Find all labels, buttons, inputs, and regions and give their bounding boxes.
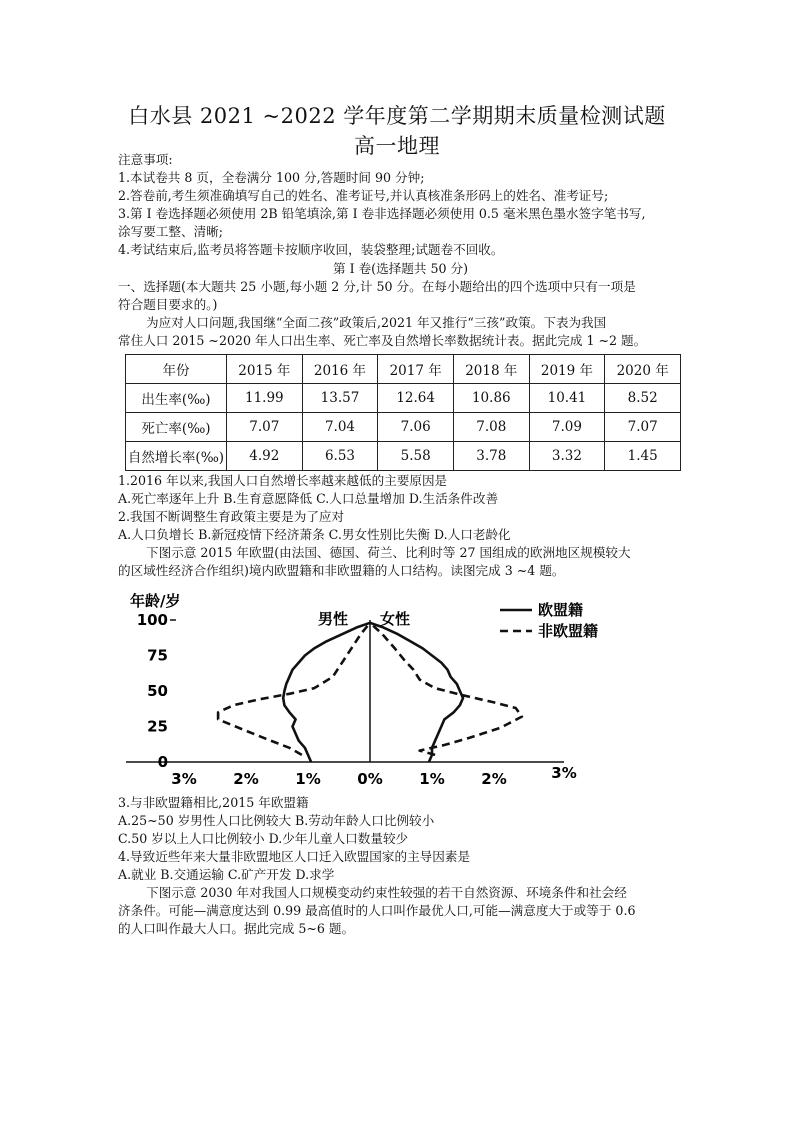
table-cell: 4.92 bbox=[227, 442, 303, 471]
table-header-cell: 年份 bbox=[126, 355, 227, 384]
section1-text: 符合题目要求的。) bbox=[118, 297, 218, 312]
y-tick-label: 100 bbox=[136, 611, 168, 629]
question-2-options: A.人口负增长 B.新冠疫情下经济萧条 C.男女性别比失衡 D.人口老龄化 bbox=[118, 527, 511, 542]
chart-axes bbox=[126, 620, 564, 762]
series-line-female bbox=[370, 623, 463, 762]
x-tick-label: 2% bbox=[481, 770, 507, 788]
exam-subtitle: 高一地理 bbox=[354, 134, 440, 158]
x-tick-label: 2% bbox=[233, 770, 259, 788]
series-line-male bbox=[283, 623, 370, 762]
legend bbox=[500, 601, 598, 640]
question-3-options: A.25~50 岁男性人口比例较大 B.劳动年龄人口比例较小 bbox=[118, 813, 435, 828]
x-tick-label: 3% bbox=[171, 770, 197, 788]
intro2-text: 下图示意 2015 年欧盟(由法国、德国、荷兰、比利时等 27 国组成的欧洲地区规模较大 bbox=[146, 545, 631, 560]
birth-death-rate-table bbox=[125, 354, 681, 471]
table-cell: 11.99 bbox=[227, 384, 303, 413]
legend-label: 非欧盟籍 bbox=[538, 622, 598, 640]
table-cell: 6.53 bbox=[302, 442, 378, 471]
question-4-options: A.就业 B.交通运输 C.矿产开发 D.求学 bbox=[118, 867, 335, 882]
male-label: 男性 bbox=[318, 610, 349, 628]
table-cell: 7.07 bbox=[605, 413, 681, 442]
population-pyramid-chart bbox=[118, 584, 598, 794]
notice-item: 4.考试结束后,监考员将答题卡按顺序收回，装袋整理;试题卷不回收。 bbox=[118, 242, 504, 257]
y-axis-label: 年龄/岁 bbox=[130, 592, 181, 610]
table-row bbox=[126, 384, 681, 413]
section1-text: 一、选择题(本大题共 25 小题,每小题 2 分,计 50 分。在每小题给出的四个选项中只有一项是 bbox=[118, 279, 636, 294]
y-tick-label: 50 bbox=[147, 682, 168, 700]
question-3-options: C.50 岁以上人口比例较小 D.少年儿童人口数量较少 bbox=[118, 831, 409, 846]
notice-item: 2.答卷前,考生须准确填写自己的姓名、准考证号,并认真核准条形码上的姓名、准考证号; bbox=[118, 188, 609, 203]
table-cell: 7.06 bbox=[378, 413, 454, 442]
table-cell: 出生率(‰) bbox=[126, 384, 227, 413]
legend-label: 欧盟籍 bbox=[538, 601, 584, 619]
exam-title: 白水县 2021 ~2022 学年度第二学期期末质量检测试题 bbox=[128, 104, 666, 128]
table-header-cell: 2017 年 bbox=[378, 355, 454, 384]
table-header-cell: 2020 年 bbox=[605, 355, 681, 384]
notice-heading: 注意事项: bbox=[118, 152, 173, 167]
question-1-stem: 1.2016 年以来,我国人口自然增长率越来越低的主要原因是 bbox=[118, 473, 448, 488]
table-cell: 10.41 bbox=[529, 384, 605, 413]
x-tick-label: 0% bbox=[357, 770, 383, 788]
table-cell: 8.52 bbox=[605, 384, 681, 413]
table-cell: 1.45 bbox=[605, 442, 681, 471]
table-cell: 13.57 bbox=[302, 384, 378, 413]
table-cell: 7.08 bbox=[453, 413, 529, 442]
table-cell: 3.32 bbox=[529, 442, 605, 471]
y-tick-label: 25 bbox=[147, 717, 168, 736]
intro1-text: 为应对人口问题,我国继“全面二孩”政策后,2021 年又推行“三孩”政策。下表为我国 bbox=[146, 315, 607, 330]
table-row bbox=[126, 413, 681, 442]
female-label: 女性 bbox=[380, 610, 411, 628]
table-cell: 7.07 bbox=[227, 413, 303, 442]
question-3-stem: 3.与非欧盟籍相比,2015 年欧盟籍 bbox=[118, 795, 309, 810]
notice-item: 3.第 Ⅰ 卷选择题必须使用 2B 铅笔填涂,第 Ⅰ 卷非选择题必须使用 0.5 毫米黑色墨水签字笔书写, bbox=[118, 206, 646, 221]
table-cell: 死亡率(‰) bbox=[126, 413, 227, 442]
x-tick-label: 1% bbox=[295, 770, 321, 788]
intro3-text: 的人口叫作最大人口。据此完成 5~6 题。 bbox=[118, 921, 355, 936]
table-header-cell: 2015 年 bbox=[227, 355, 303, 384]
y-ticks bbox=[137, 611, 168, 771]
intro2-text: 的区域性经济合作组织)境内欧盟籍和非欧盟籍的人口结构。读图完成 3 ~4 题。 bbox=[118, 563, 565, 578]
notice-item: 涂写要工整、清晰; bbox=[118, 224, 223, 239]
table-cell: 7.04 bbox=[302, 413, 378, 442]
y-tick-label: 0 bbox=[157, 753, 168, 771]
x-ticks bbox=[171, 764, 576, 788]
x-tick-label: 1% bbox=[419, 770, 445, 788]
table-cell: 10.86 bbox=[453, 384, 529, 413]
table-header-row bbox=[126, 355, 681, 384]
table-cell: 3.78 bbox=[453, 442, 529, 471]
question-1-options: A.死亡率逐年上升 B.生育意愿降低 C.人口总量增加 D.生活条件改善 bbox=[118, 491, 499, 506]
series-line-male bbox=[218, 623, 370, 755]
y-tick-label: 75 bbox=[147, 646, 168, 665]
table-row bbox=[126, 442, 681, 471]
notice-item: 1.本试卷共 8 页，全卷满分 100 分,答题时间 90 分钟; bbox=[118, 170, 425, 185]
intro1-text: 常住人口 2015 ~2020 年人口出生率、死亡率及自然增长率数据统计表。据此完成 1 ~2 题。 bbox=[118, 333, 647, 348]
table-header-cell: 2016 年 bbox=[302, 355, 378, 384]
x-tick-label: 3% bbox=[551, 764, 577, 782]
question-2-stem: 2.我国不断调整生育政策主要是为了应对 bbox=[118, 509, 345, 524]
table-header-cell: 2018 年 bbox=[453, 355, 529, 384]
table-cell: 12.64 bbox=[378, 384, 454, 413]
table-cell: 5.58 bbox=[378, 442, 454, 471]
intro3-text: 下图示意 2030 年对我国人口规模变动约束性较强的若干自然资源、环境条件和社会经 bbox=[146, 885, 627, 900]
table-header-cell: 2019 年 bbox=[529, 355, 605, 384]
series-line-female bbox=[370, 623, 522, 755]
intro3-text: 济条件。可能—满意度达到 0.99 最高值时的人口叫作最优人口,可能—满意度大于或等于 0.6 bbox=[118, 903, 636, 918]
part1-heading: 第 Ⅰ 卷(选择题共 50 分) bbox=[333, 261, 468, 276]
table-cell: 7.09 bbox=[529, 413, 605, 442]
question-4-stem: 4.导致近些年来大量非欧盟地区人口迁入欧盟国家的主导因素是 bbox=[118, 849, 471, 864]
table-cell: 自然增长率(‰) bbox=[126, 442, 227, 471]
